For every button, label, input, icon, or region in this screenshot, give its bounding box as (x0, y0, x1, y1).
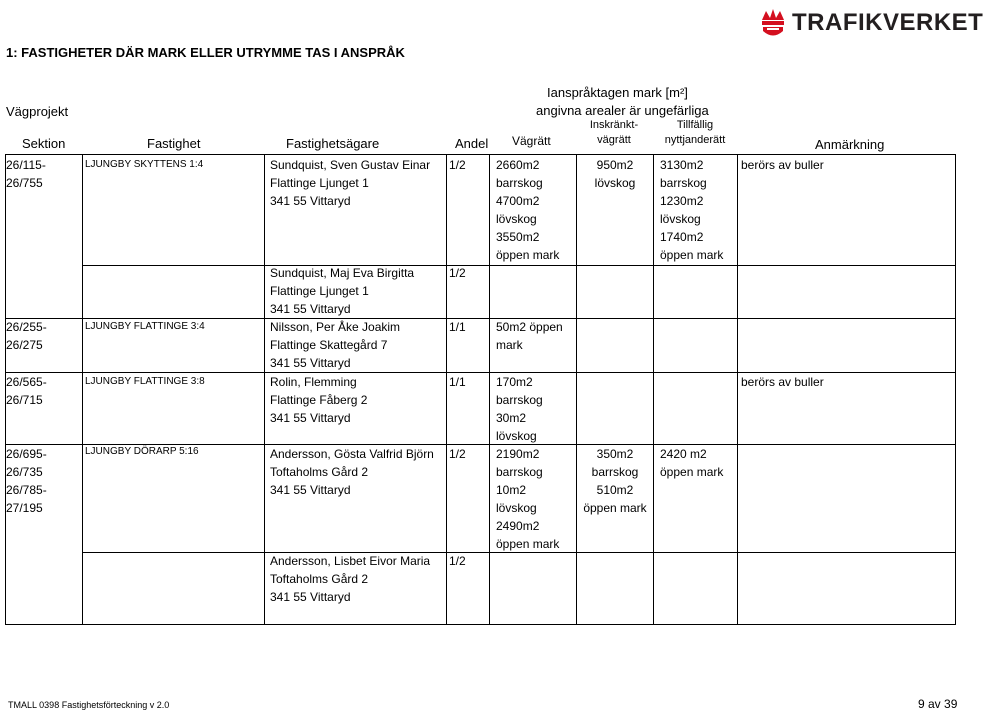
andel-cell: 1/2 (449, 266, 466, 280)
col-divider (82, 154, 83, 625)
owner-postal: 341 55 Vittaryd (270, 302, 351, 316)
owner-address: Toftaholms Gård 2 (270, 572, 369, 586)
owner-name: Rolin, Flemming (270, 375, 357, 389)
area-line: öppen mark (660, 248, 724, 262)
col-divider (737, 154, 738, 625)
owner-name: Nilsson, Per Åke Joakim (270, 320, 401, 334)
andel-cell: 1/2 (449, 554, 466, 568)
owner-postal: 341 55 Vittaryd (270, 483, 351, 497)
owner-name: Sundquist, Sven Gustav Einar (270, 158, 431, 172)
inskrankt-cell (577, 445, 653, 517)
owner-postal: 341 55 Vittaryd (270, 411, 351, 425)
area-line: 2490m2 (496, 519, 540, 533)
area-line: 1740m2 (660, 230, 704, 244)
andel-cell: 1/1 (449, 375, 466, 389)
trafikverket-logo (758, 6, 983, 40)
sektion-line: 26/275 (6, 338, 43, 352)
col-andel: Andel (455, 136, 489, 151)
sektion-line: 27/195 (6, 501, 43, 515)
owner-address: Toftaholms Gård 2 (270, 465, 369, 479)
vagratt-cell (496, 156, 559, 264)
col-divider (653, 154, 654, 625)
fastighet-cell: LJUNGBY FLATTINGE 3:4 (85, 321, 205, 332)
area-line: 4700m2 (496, 194, 540, 208)
owner-cell (270, 552, 430, 606)
sektion-line: 26/735 (6, 465, 43, 479)
owner-address: Flattinge Ljunget 1 (270, 176, 369, 190)
area-line: 3550m2 (496, 230, 540, 244)
logo-wordmark: TRAFIKVERKET (792, 9, 983, 36)
sektion-cell (6, 445, 47, 517)
area-title: Ianspråktagen mark [m²] (547, 85, 688, 100)
area-line: 1230m2 (660, 194, 704, 208)
andel-cell: 1/2 (449, 447, 466, 461)
inskrankt-cell (577, 156, 653, 192)
area-line: öppen mark (583, 501, 647, 515)
col-tillfallig (655, 118, 735, 148)
area-line: 50m2 öppen (496, 320, 563, 334)
area-line: 2660m2 (496, 158, 540, 172)
tillfallig-cell (660, 445, 723, 481)
area-line: 510m2 (596, 483, 634, 497)
owner-cell (270, 264, 414, 318)
sektion-line: 26/115- (6, 158, 46, 172)
vagratt-cell (496, 445, 559, 553)
sektion-line: 26/715 (6, 393, 43, 407)
owner-address: Flattinge Fåberg 2 (270, 393, 368, 407)
sektion-cell (6, 156, 46, 192)
area-line: barrskog (496, 465, 543, 479)
sektion-line: 26/785- (6, 483, 47, 497)
owner-postal: 341 55 Vittaryd (270, 194, 351, 208)
owner-cell (270, 318, 400, 372)
col-inskrankt-line2: vägrätt (597, 134, 631, 146)
andel-cell: 1/2 (449, 158, 466, 172)
area-line: 2190m2 (496, 447, 540, 461)
area-line: 10m2 (496, 483, 527, 497)
sektion-line: 26/755 (6, 176, 43, 190)
fastighet-cell: LJUNGBY FLATTINGE 3:8 (85, 376, 205, 387)
owner-name: Andersson, Lisbet Eivor Maria (270, 554, 431, 568)
anmarkning-cell: berörs av buller (741, 375, 824, 389)
owner-name: Andersson, Gösta Valfrid Björn (270, 447, 434, 461)
sektion-cell (6, 373, 47, 409)
owner-address: Flattinge Skattegård 7 (270, 338, 388, 352)
tillfallig-cell (660, 156, 723, 264)
area-line: barrskog (660, 176, 707, 190)
crown-emblem-icon (758, 6, 788, 40)
table-bottom-border (5, 624, 955, 625)
area-line: 30m2 (496, 411, 527, 425)
col-divider (264, 154, 265, 625)
table-top-border (5, 154, 955, 155)
vagratt-cell (496, 373, 543, 445)
owner-cell (270, 373, 367, 427)
sektion-line: 26/255- (6, 320, 47, 334)
owner-cell (270, 445, 434, 499)
andel-cell: 1/1 (449, 320, 466, 334)
area-line: öppen mark (660, 465, 724, 479)
col-tillfallig-line2: nyttjanderätt (664, 134, 726, 146)
owner-name: Sundquist, Maj Eva Birgitta (270, 266, 415, 280)
area-line: barrskog (591, 465, 639, 479)
col-divider (576, 154, 577, 625)
col-fastighet: Fastighet (147, 136, 201, 151)
sektion-line: 26/695- (6, 447, 47, 461)
fastighet-cell: LJUNGBY SKYTTENS 1:4 (85, 159, 204, 170)
area-line: lövskog (496, 501, 537, 515)
owner-postal: 341 55 Vittaryd (270, 356, 351, 370)
page-number: 9 av 39 (918, 697, 958, 711)
area-line: mark (496, 338, 523, 352)
area-line: lövskog (496, 212, 537, 226)
vagratt-cell (496, 318, 563, 354)
area-line: barrskog (496, 176, 543, 190)
area-line: lövskog (660, 212, 701, 226)
owner-cell (270, 156, 430, 210)
area-line: öppen mark (496, 248, 560, 262)
area-line: 350m2 (596, 447, 634, 461)
area-line: öppen mark (496, 537, 560, 551)
template-version: TMALL 0398 Fastighetsförteckning v 2.0 (8, 700, 170, 710)
col-inskrankt (586, 118, 642, 148)
area-line: barrskog (496, 393, 543, 407)
col-sektion: Sektion (22, 136, 66, 151)
row-divider (82, 265, 955, 266)
col-anmarkning: Anmärkning (815, 137, 885, 152)
fastighet-cell: LJUNGBY DÖRARP 5:16 (85, 446, 199, 457)
col-divider (489, 154, 490, 625)
anmarkning-cell: berörs av buller (741, 158, 824, 172)
col-divider (446, 154, 447, 625)
col-divider (955, 154, 956, 625)
area-line: 170m2 (496, 375, 533, 389)
col-vagratt: Vägrätt (512, 134, 551, 148)
vagprojekt-label: Vägprojekt (6, 104, 69, 119)
page-title: 1: FASTIGHETER DÄR MARK ELLER UTRYMME TAS I ANSPRÅK (6, 45, 405, 60)
area-line: lövskog (594, 176, 636, 190)
sektion-line: 26/565- (6, 375, 47, 389)
area-line: lövskog (496, 429, 537, 443)
owner-address: Flattinge Ljunget 1 (270, 284, 369, 298)
area-line: 3130m2 (660, 158, 704, 172)
area-note: angivna arealer är ungefärliga (536, 103, 709, 118)
area-line: 2420 m2 (660, 447, 707, 461)
col-tillfallig-line1: Tillfällig (676, 119, 714, 131)
owner-postal: 341 55 Vittaryd (270, 590, 351, 604)
area-line: 950m2 (596, 158, 634, 172)
col-inskrankt-line1: Inskränkt- (589, 119, 639, 131)
sektion-cell (6, 318, 47, 354)
col-fastighetsagare: Fastighetsägare (286, 136, 380, 151)
